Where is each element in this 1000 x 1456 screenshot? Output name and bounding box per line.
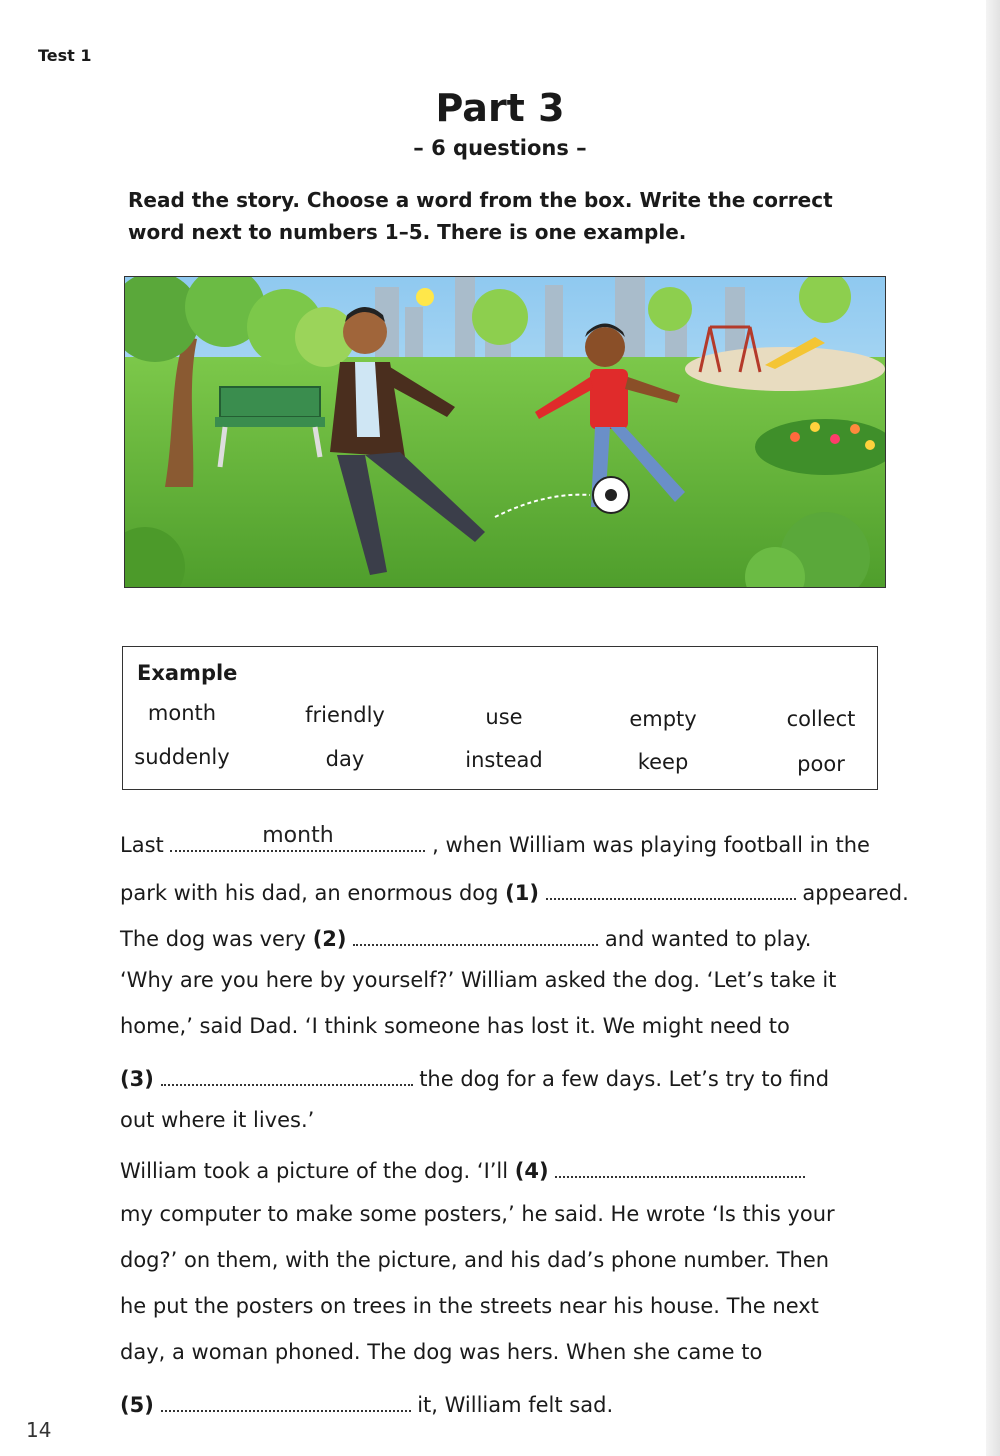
word-box-option: empty <box>629 707 697 731</box>
story-line-9: my computer to make some posters,’ he said. He wrote ‘Is this your <box>120 1202 835 1226</box>
word-box-option: use <box>485 705 523 729</box>
word-box-option: instead <box>465 748 543 772</box>
part-title: Part 3 <box>435 86 565 130</box>
answer-blank-2[interactable] <box>353 922 598 946</box>
football <box>593 477 629 513</box>
word-box-option: friendly <box>305 703 385 727</box>
sun <box>416 288 434 306</box>
word-box-option: month <box>147 701 217 725</box>
story-text: William took a picture of the dog. ‘I’ll <box>120 1159 509 1183</box>
story-line-3 <box>120 922 890 951</box>
question-number-1: (1) <box>505 881 539 905</box>
story-text: and wanted to play. <box>604 927 812 951</box>
story-text: it, William felt sad. <box>417 1393 614 1417</box>
page-number: 14 <box>26 1418 52 1442</box>
word-box-option: day <box>325 747 365 771</box>
story-line-6 <box>120 1062 890 1091</box>
answer-blank-3[interactable] <box>161 1062 413 1086</box>
story-line-7: out where it lives.’ <box>120 1108 315 1132</box>
story-line-10: dog?’ on them, with the picture, and his dad’s phone number. Then <box>120 1248 830 1272</box>
story-line-1 <box>120 823 890 857</box>
story-text: appeared. <box>802 881 909 905</box>
story-line-2 <box>120 876 909 905</box>
question-number-2: (2) <box>312 927 347 951</box>
part-subtitle: – 6 questions – <box>413 136 587 160</box>
question-number-4: (4) <box>514 1159 549 1183</box>
tree-mid <box>472 289 528 345</box>
tree-right-small <box>648 287 692 331</box>
instructions <box>128 184 868 248</box>
word-box-option: keep <box>637 750 689 774</box>
answer-blank-1[interactable] <box>546 876 796 900</box>
example-answer: month <box>262 823 334 848</box>
story-line-11: he put the posters on trees in the streets near his house. The next <box>120 1294 819 1318</box>
park-scene-svg <box>125 277 885 587</box>
story-text: , when William was playing football in the <box>432 833 870 857</box>
word-box-example-label: Example <box>137 661 238 685</box>
story-text: park with his dad, an enormous dog <box>120 881 499 905</box>
example-answer-blank <box>170 823 425 852</box>
park-illustration <box>124 276 886 588</box>
word-box <box>122 646 878 790</box>
instructions-line-2: word next to numbers 1–5. There is one example. <box>128 220 687 244</box>
story-text: The dog was very <box>120 927 306 951</box>
test-label: Test 1 <box>38 46 92 65</box>
story-text: the dog for a few days. Let’s try to find <box>419 1067 830 1091</box>
instructions-line-1: Read the story. Choose a word from the box. Write the correct <box>128 188 833 212</box>
story-line-4: ‘Why are you here by yourself?’ William asked the dog. ‘Let’s take it <box>120 968 837 992</box>
word-box-option: poor <box>797 752 845 776</box>
answer-blank-4[interactable] <box>555 1154 805 1178</box>
answer-blank-5[interactable] <box>161 1388 411 1412</box>
story-line-12: day, a woman phoned. The dog was hers. When she came to <box>120 1340 763 1364</box>
word-box-option: suddenly <box>134 745 230 769</box>
story-line-5: home,’ said Dad. ‘I think someone has lost it. We might need to <box>120 1014 790 1038</box>
story-line-13 <box>120 1388 890 1417</box>
question-number-3: (3) <box>120 1067 154 1091</box>
question-number-5: (5) <box>120 1393 154 1417</box>
page-edge-shadow <box>986 0 1000 1456</box>
story-text: Last <box>120 833 164 857</box>
story-line-8 <box>120 1154 890 1183</box>
word-box-option: collect <box>786 707 856 731</box>
